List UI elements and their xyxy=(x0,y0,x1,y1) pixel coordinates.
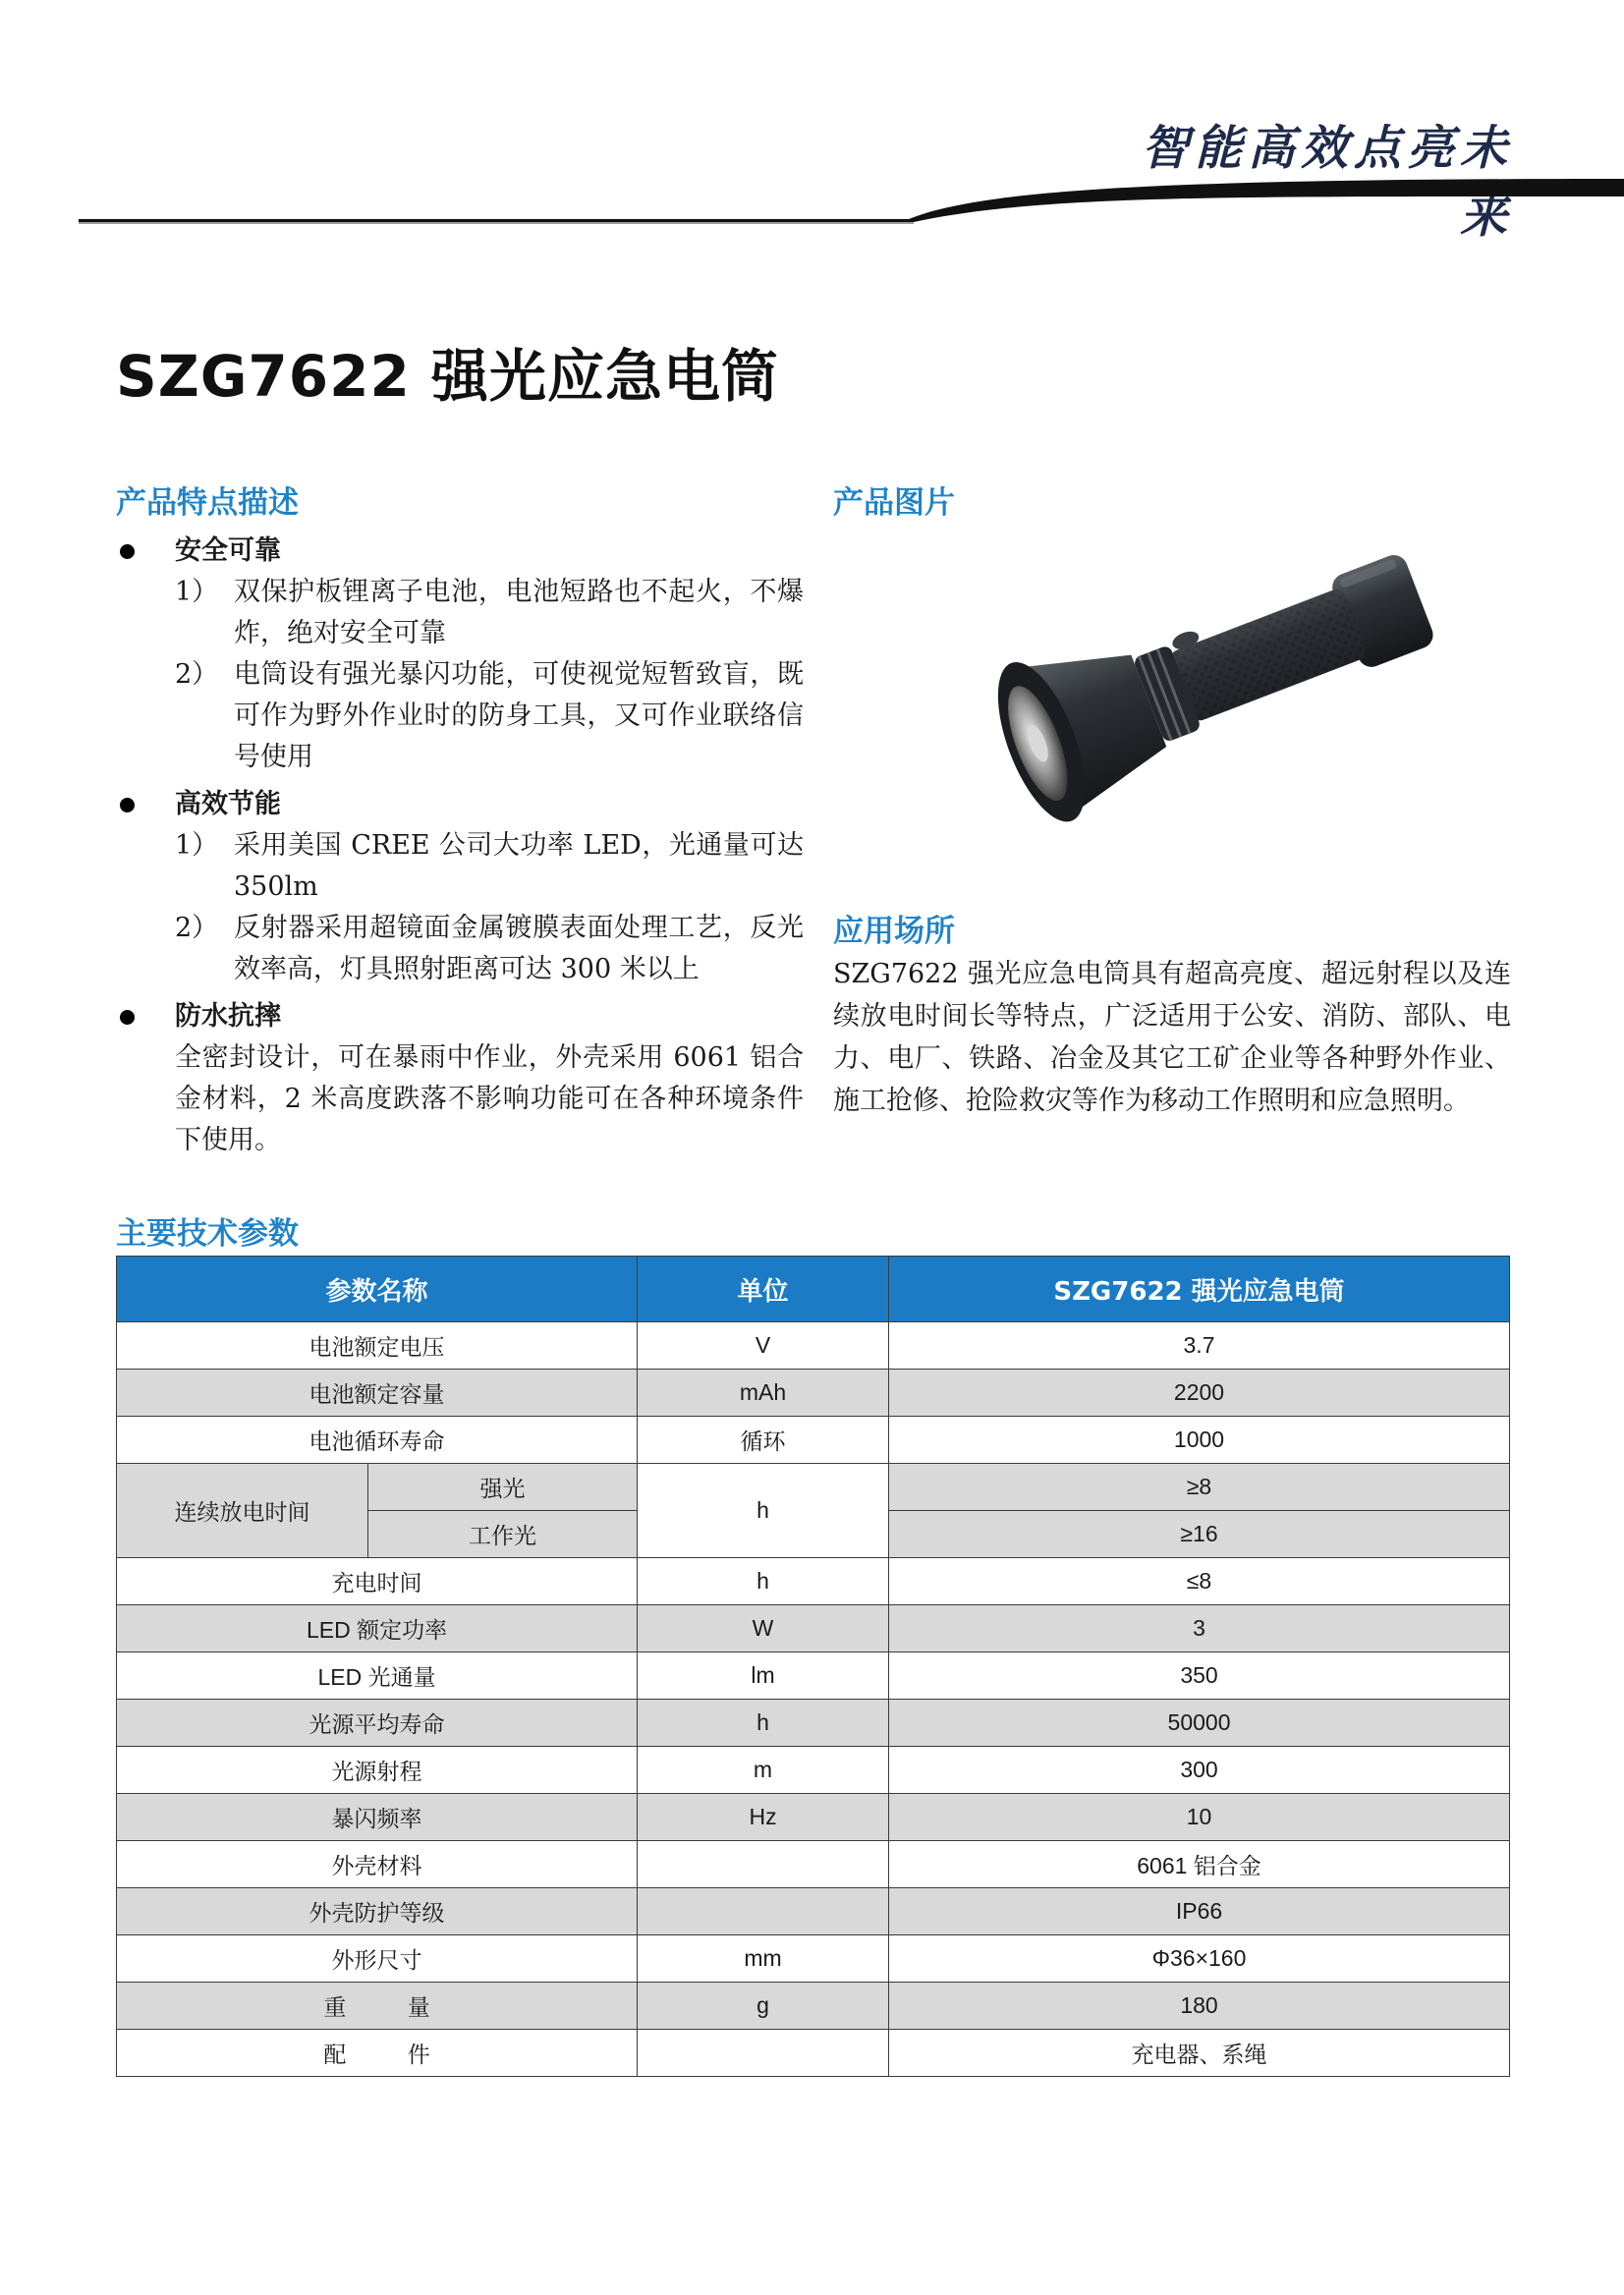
brand-slogan: 智能高效点亮未来 xyxy=(1141,121,1513,244)
param-unit: h xyxy=(638,1558,889,1605)
param-unit: h xyxy=(638,1700,889,1747)
param-name: 重 量 xyxy=(117,1983,638,2030)
param-name: 光源射程 xyxy=(117,1747,638,1794)
table-row xyxy=(117,1841,1510,1888)
param-unit: Hz xyxy=(638,1794,889,1841)
param-unit xyxy=(638,1841,889,1888)
table-header-row xyxy=(117,1257,1510,1322)
table-row xyxy=(117,1747,1510,1794)
feature-efficiency xyxy=(116,784,804,990)
feature-item xyxy=(116,908,804,990)
param-name: 电池额定容量 xyxy=(117,1370,638,1417)
param-name: 外形尺寸 xyxy=(117,1935,638,1983)
param-unit: 循环 xyxy=(638,1417,889,1464)
param-unit: mm xyxy=(638,1935,889,1983)
feature-item xyxy=(116,654,804,778)
page-title: SZG7622 强光应急电筒 xyxy=(116,343,780,410)
table-row xyxy=(117,1652,1510,1700)
param-name: LED 光通量 xyxy=(117,1652,638,1700)
item-text: 采用美国 CREE 公司大功率 LED，光通量可达 350lm xyxy=(234,830,804,902)
param-unit: m xyxy=(638,1747,889,1794)
param-unit xyxy=(638,2030,889,2077)
param-unit: mAh xyxy=(638,1370,889,1417)
feature-waterproof xyxy=(116,996,804,1161)
param-unit: g xyxy=(638,1983,889,2030)
table-row xyxy=(117,1322,1510,1370)
header-param-name: 参数名称 xyxy=(117,1257,638,1322)
param-value: ≤8 xyxy=(889,1558,1510,1605)
header-unit: 单位 xyxy=(638,1257,889,1322)
table-row xyxy=(117,1417,1510,1464)
param-value: 180 xyxy=(889,1983,1510,2030)
header-swoosh-decoration xyxy=(0,167,1624,236)
item-number: 1） xyxy=(175,830,219,861)
param-unit: lm xyxy=(638,1652,889,1700)
param-value: 10 xyxy=(889,1794,1510,1841)
param-unit: V xyxy=(638,1322,889,1370)
features-list xyxy=(116,531,804,1167)
param-value: IP66 xyxy=(889,1888,1510,1935)
feature-paragraph: 全密封设计，可在暴雨中作业，外壳采用 6061 铝合金材料，2 米高度跌落不影响功能可在各种环境条件下使用。 xyxy=(175,1042,804,1155)
param-value: 1000 xyxy=(889,1417,1510,1464)
table-row xyxy=(117,1794,1510,1841)
item-number: 1） xyxy=(175,577,219,607)
param-value: 充电器、系绳 xyxy=(889,2030,1510,2077)
param-name: 连续放电时间 xyxy=(117,1464,368,1558)
specs-heading: 主要技术参数 xyxy=(116,1216,299,1252)
item-text: 电筒设有强光暴闪功能，可使视觉短暂致盲，既可作为野外作业时的防身工具，又可作业联络信号使用 xyxy=(234,659,804,772)
param-name: 暴闪频率 xyxy=(117,1794,638,1841)
spec-table xyxy=(116,1256,1510,2077)
feature-title: 防水抗摔 xyxy=(175,1001,281,1032)
param-name: 电池额定电压 xyxy=(117,1322,638,1370)
table-row xyxy=(117,1464,1510,1511)
param-value: 2200 xyxy=(889,1370,1510,1417)
param-value: 3 xyxy=(889,1605,1510,1652)
feature-title: 高效节能 xyxy=(175,789,281,819)
param-name: 外壳防护等级 xyxy=(117,1888,638,1935)
features-heading: 产品特点描述 xyxy=(116,485,299,521)
param-name: 充电时间 xyxy=(117,1558,638,1605)
param-unit: h xyxy=(638,1464,889,1558)
table-row xyxy=(117,1558,1510,1605)
application-description: SZG7622 强光应急电筒具有超高亮度、超远射程以及连续放电时间长等特点，广泛适用于公安、消防、部队、电力、电厂、铁路、冶金及其它工矿企业等各种野外作业、施工抢修、抢险救灾等作为移动工作照明和应急照明。 xyxy=(833,959,1511,1116)
param-value: ≥8 xyxy=(889,1464,1510,1511)
bullet-icon xyxy=(120,544,135,559)
application-heading: 应用场所 xyxy=(833,914,955,949)
feature-title: 安全可靠 xyxy=(175,535,281,566)
bullet-icon xyxy=(120,1010,135,1025)
header-product: SZG7622 强光应急电筒 xyxy=(889,1257,1510,1322)
param-name: 光源平均寿命 xyxy=(117,1700,638,1747)
param-unit xyxy=(638,1888,889,1935)
item-text: 双保护板锂离子电池，电池短路也不起火，不爆炸，绝对安全可靠 xyxy=(234,577,804,648)
table-row xyxy=(117,1370,1510,1417)
feature-safety xyxy=(116,531,804,778)
bullet-icon xyxy=(120,798,135,812)
flashlight-product-image xyxy=(943,531,1474,825)
param-subname: 强光 xyxy=(368,1464,638,1511)
param-name: LED 额定功率 xyxy=(117,1605,638,1652)
table-row xyxy=(117,1983,1510,2030)
param-name: 外壳材料 xyxy=(117,1841,638,1888)
param-subname: 工作光 xyxy=(368,1511,638,1558)
param-name: 配 件 xyxy=(117,2030,638,2077)
param-value: 350 xyxy=(889,1652,1510,1700)
param-value: 50000 xyxy=(889,1700,1510,1747)
param-value: 3.7 xyxy=(889,1322,1510,1370)
table-row xyxy=(117,1888,1510,1935)
feature-item xyxy=(116,572,804,654)
feature-item xyxy=(116,825,804,908)
item-number: 2） xyxy=(175,659,219,690)
image-heading: 产品图片 xyxy=(833,485,955,521)
table-row xyxy=(117,1700,1510,1747)
table-row xyxy=(117,1935,1510,1983)
param-unit: W xyxy=(638,1605,889,1652)
item-text: 反射器采用超镜面金属镀膜表面处理工艺，反光效率高，灯具照射距离可达 300 米以上 xyxy=(234,913,804,984)
table-row xyxy=(117,1605,1510,1652)
param-value: ≥16 xyxy=(889,1511,1510,1558)
item-number: 2） xyxy=(175,913,219,943)
param-name: 电池循环寿命 xyxy=(117,1417,638,1464)
param-value: Φ36×160 xyxy=(889,1935,1510,1983)
param-value: 6061 铝合金 xyxy=(889,1841,1510,1888)
table-row xyxy=(117,2030,1510,2077)
param-value: 300 xyxy=(889,1747,1510,1794)
